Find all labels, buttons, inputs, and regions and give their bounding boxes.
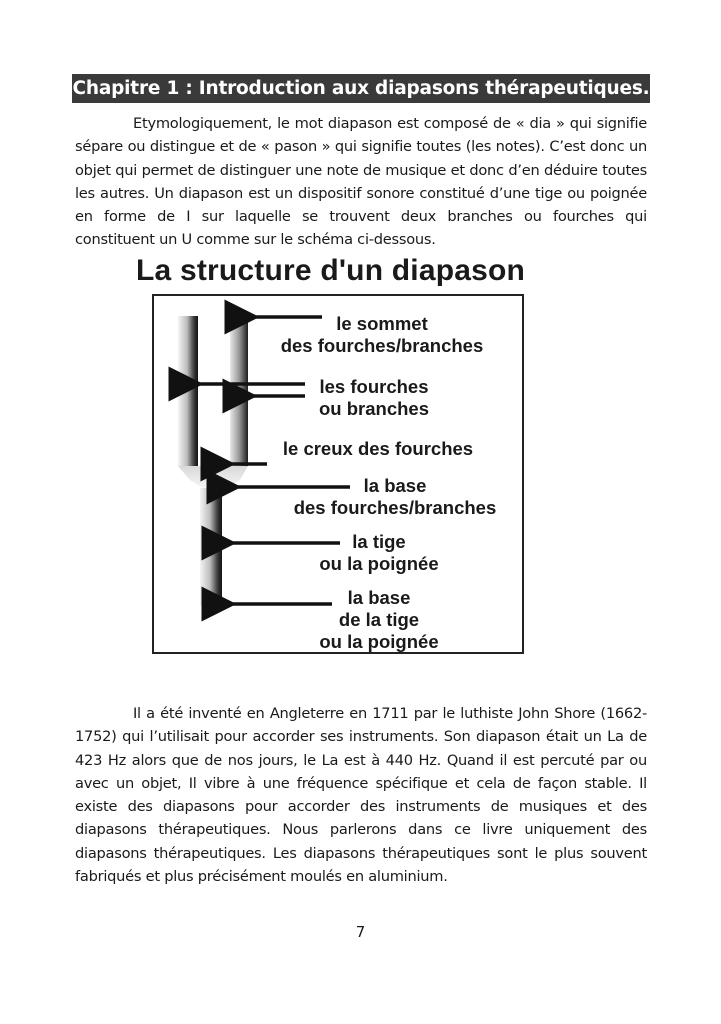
- label-line: le creux des fourches: [282, 438, 474, 459]
- fork-stem: [200, 488, 222, 606]
- label-tige: [300, 531, 458, 575]
- label-line: ou branches: [319, 398, 429, 419]
- label-creux: [258, 438, 498, 460]
- history-paragraph: [75, 702, 647, 888]
- left-prong: [178, 316, 198, 466]
- label-line: la base: [347, 587, 411, 608]
- label-line: la tige: [352, 531, 406, 552]
- label-fourches: [300, 376, 448, 420]
- chapter-title: Chapitre 1 : Introduction aux diapasons thérapeutiques.: [72, 74, 650, 103]
- label-line: des fourches/branches: [280, 335, 484, 356]
- label-line: de la tige: [338, 609, 420, 630]
- label-line: le sommet: [336, 313, 428, 334]
- label-base-fourches: [266, 475, 524, 519]
- label-line: des fourches/branches: [293, 497, 497, 518]
- intro-paragraph-text: Etymologiquement, le mot diapason est composé de « dia » qui signifie sépare ou distingue et de « pason » qui signifie toutes (les notes). C’est donc un objet qui permet de distinguer une note de musique et donc d’en déduire toutes les autres. Un diapason est un dispositif sonore constitué d’une tige ou poignée en forme de I sur laquelle se trouvent deux branches ou fourches qui constituent un U comme sur le schéma ci-dessous.: [75, 115, 647, 249]
- label-sommet: [256, 313, 508, 357]
- label-line: la base: [363, 475, 427, 496]
- label-line: ou la poignée: [319, 631, 439, 652]
- label-base-tige: [300, 587, 458, 653]
- fork-base: [178, 466, 248, 490]
- figure-title: La structure d'un diapason: [136, 254, 526, 287]
- page-number: 7: [355, 923, 366, 941]
- label-line: les fourches: [319, 376, 429, 397]
- label-line: ou la poignée: [319, 553, 439, 574]
- history-paragraph-text: Il a été inventé en Angleterre en 1711 par le luthiste John Shore (1662-1752) qui l’utilisait pour accorder ses instruments. Son diapason était un La de 423 Hz alors que de nos jours, le La est à 440 Hz. Quand il est percuté par ou avec un objet, Il vibre à une fréquence spécifique et cela de façon stable. Il existe des diapasons pour accorder des instruments de musiques et des diapasons thérapeutiques. Nous parlerons dans ce livre uniquement des diapasons thérapeutiques. Les diapasons thérapeutiques sont le plus souvent fabriqués et plus précisément moulés en aluminium.: [75, 705, 647, 886]
- right-prong: [230, 320, 248, 466]
